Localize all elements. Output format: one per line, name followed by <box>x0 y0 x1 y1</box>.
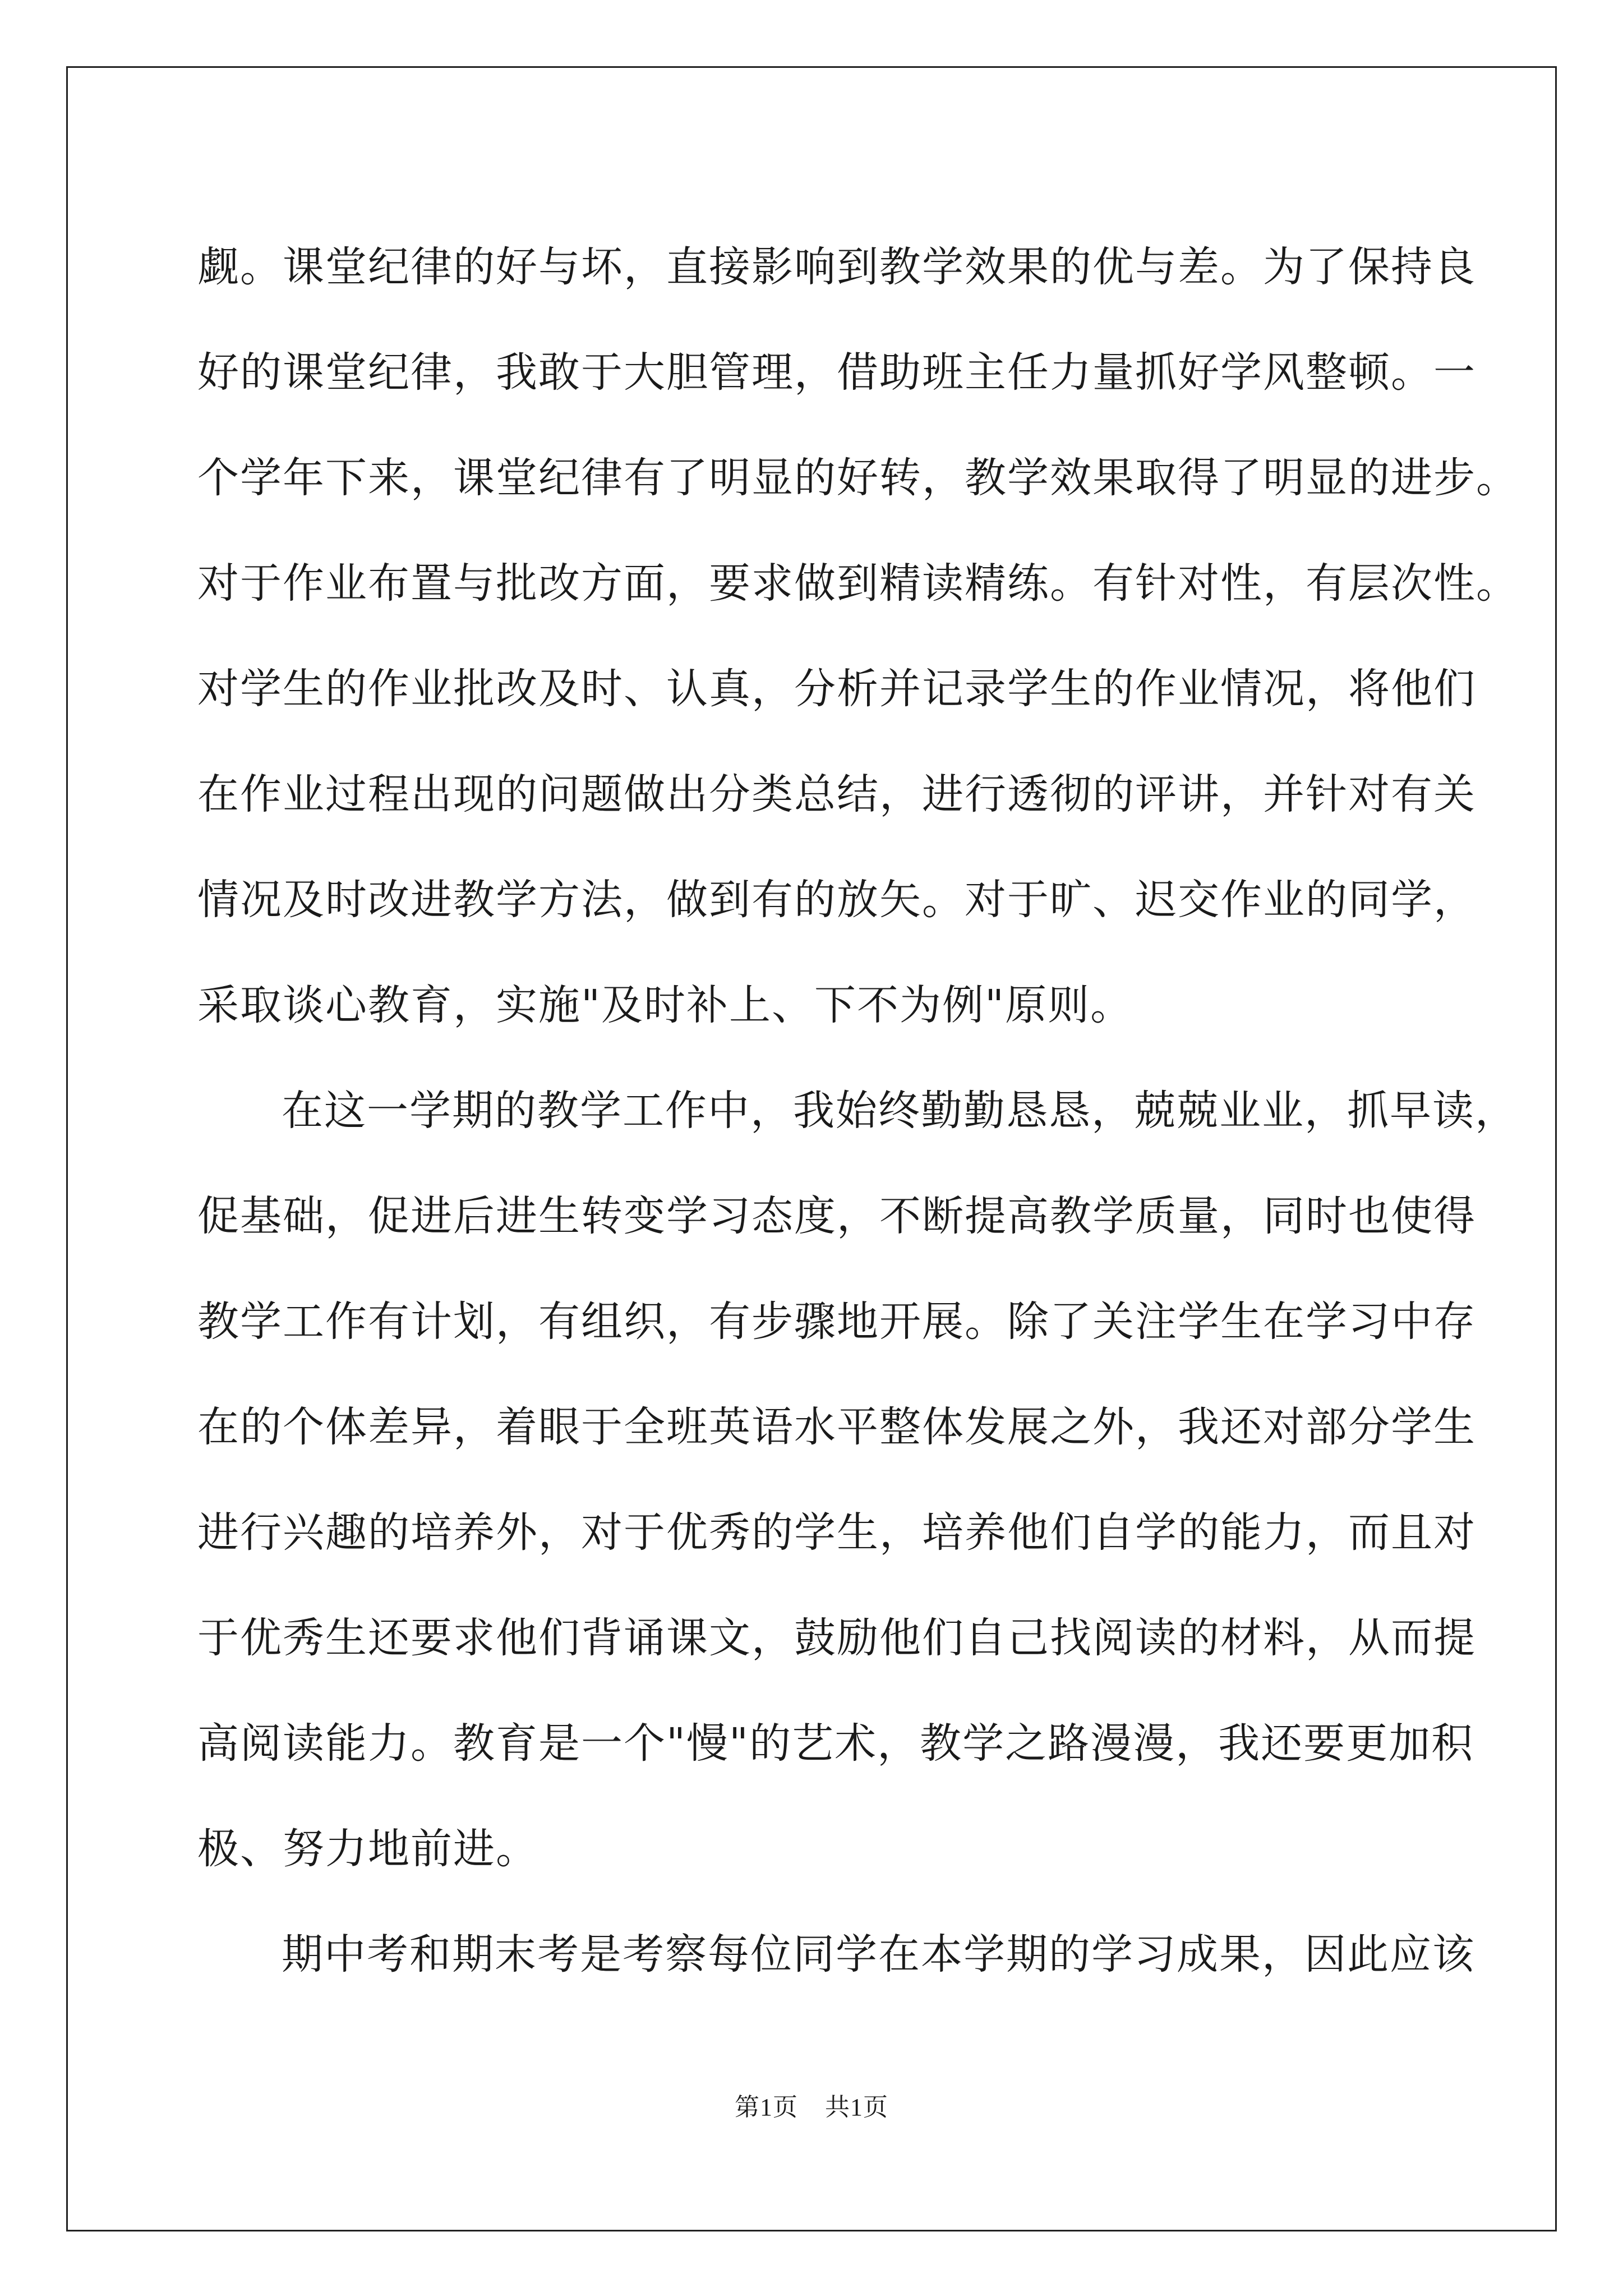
text-line: 对于作业布置与批改方面，要求做到精读精练。有针对性，有层次性。 <box>197 559 1519 608</box>
paragraph-first-line: 期中考和期末考是考察每位同学在本学期的学习成果，因此应该 <box>282 1930 1475 1978</box>
text-line: 进行兴趣的培养外，对于优秀的学生，培养他们自学的能力，而且对 <box>197 1508 1476 1557</box>
text-line: 好的课堂纪律，我敢于大胆管理，借助班主任力量抓好学风整顿。一 <box>197 348 1476 397</box>
text-line: 极、努力地前进。 <box>197 1825 538 1873</box>
text-line: 高阅读能力。教育是一个"慢"的艺术，教学之路漫漫，我还要更加积 <box>197 1719 1474 1768</box>
text-line: 对学生的作业批改及时、认真，分析并记录学生的作业情况，将他们 <box>197 665 1476 713</box>
page-number: 第1页 <box>735 2093 798 2121</box>
text-line: 情况及时改进教学方法，做到有的放矢。对于旷、迟交作业的同学， <box>197 876 1476 924</box>
text-line: 采取谈心教育，实施"及时补上、下不为例"原则。 <box>197 981 1133 1029</box>
text-line: 促基础，促进后进生转变学习态度，不断提高教学质量，同时也使得 <box>197 1192 1476 1240</box>
document-body <box>197 214 1519 2007</box>
page-total: 共1页 <box>825 2093 888 2121</box>
paragraph-first-line: 在这一学期的教学工作中，我始终勤勤恳恳，兢兢业业，抓早读， <box>282 1087 1518 1135</box>
text-line: 觑。课堂纪律的好与坏，直接影响到教学效果的优与差。为了保持良 <box>197 243 1476 291</box>
text-line: 在作业过程出现的问题做出分类总结，进行透彻的评讲，并针对有关 <box>197 770 1476 818</box>
text-line: 教学工作有计划，有组织，有步骤地开展。除了关注学生在学习中存 <box>197 1297 1476 1346</box>
page-footer <box>0 2087 1623 2123</box>
text-line: 在的个体差异，着眼于全班英语水平整体发展之外，我还对部分学生 <box>197 1403 1476 1451</box>
text-line: 个学年下来，课堂纪律有了明显的好转，教学效果取得了明显的进步。 <box>197 454 1519 502</box>
text-line: 于优秀生还要求他们背诵课文，鼓励他们自己找阅读的材料，从而提 <box>197 1614 1476 1662</box>
